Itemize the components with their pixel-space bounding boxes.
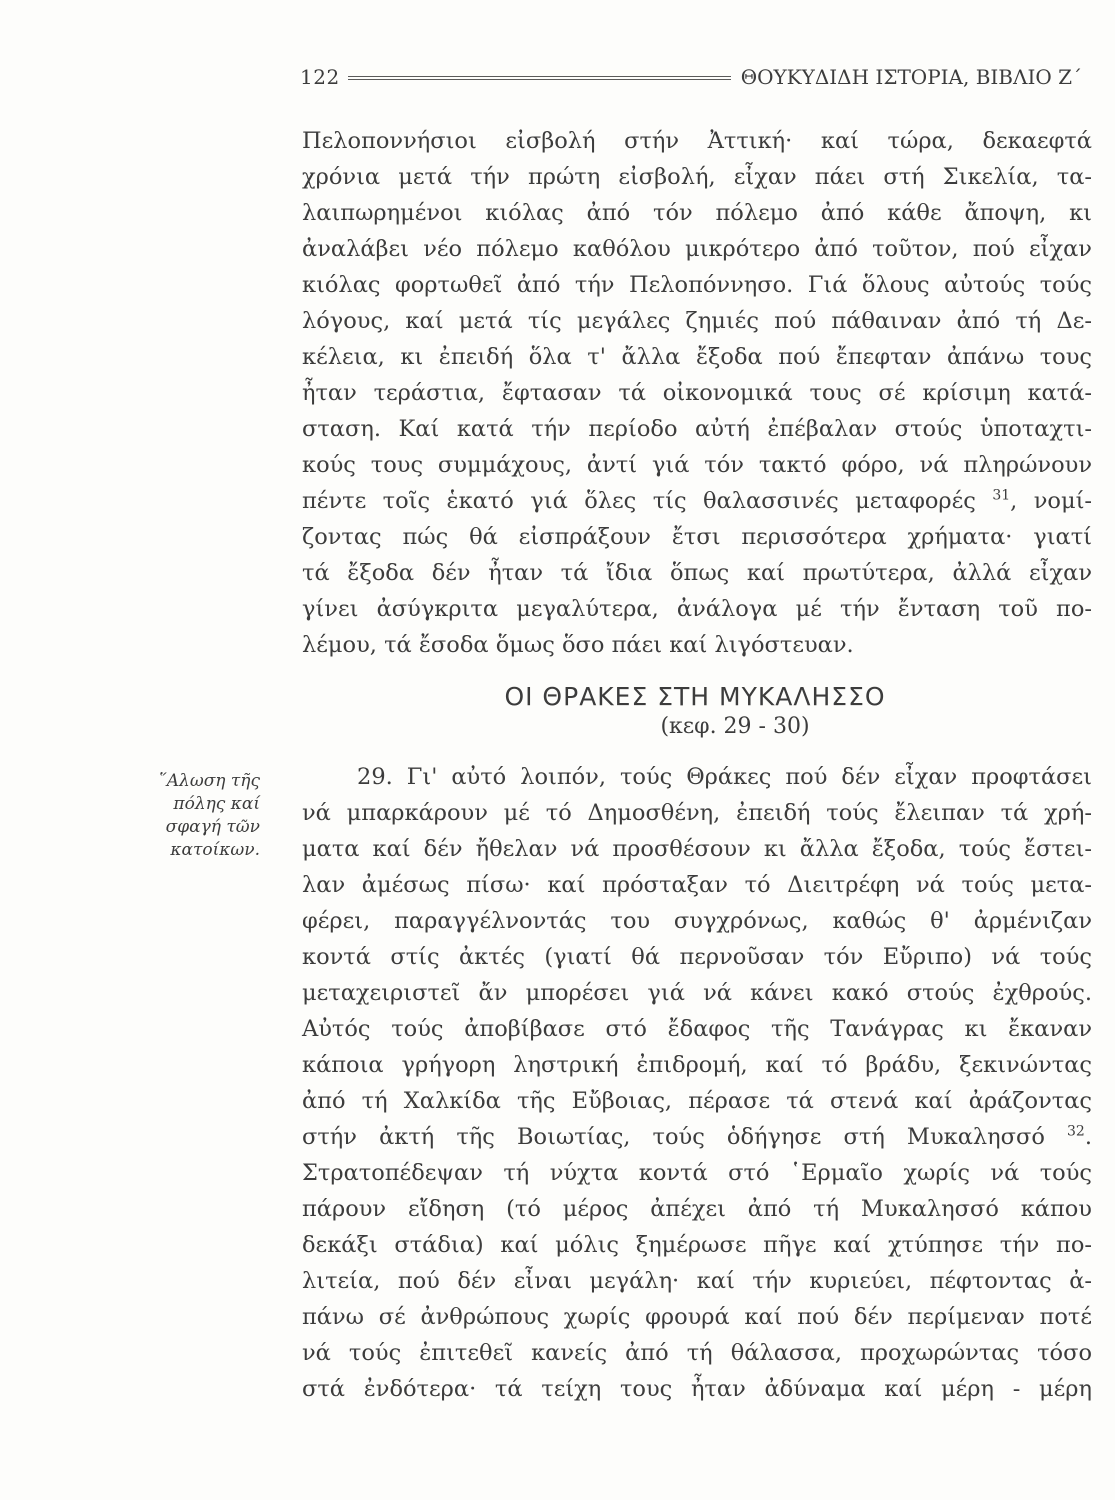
text-line: ματα καί δέν ἤθελαν νά προσθέσουν κι ἄλλα ἔξοδα, τούς ἔστει- xyxy=(302,836,1092,862)
text-fragment: , νομί- xyxy=(1010,488,1093,514)
text-fragment: πέντε τοῖς ἑκατό γιά ὅλες τίς θαλασσινές μεταφορές xyxy=(302,488,976,514)
text-line-footnote-32 xyxy=(302,1122,1092,1152)
text-line: λαν ἀμέσως πίσω· καί πρόσταξαν τό Διειτρέφη νά τούς μετα- xyxy=(302,872,1092,898)
footnote-marker-32: 32 xyxy=(1067,1123,1085,1140)
text-line: κάποια γρήγορη ληστρική ἐπιδρομή, καί τό βράδυ, ξεκινώντας xyxy=(302,1052,1092,1078)
text-line: γίνει ἀσύγκριτα μεγαλύτερα, ἀνάλογα μέ τήν ἔνταση τοῦ πο- xyxy=(302,596,1092,622)
text-line: λόγους, καί μετά τίς μεγάλες ζημιές πού πάθαιναν ἀπό τή Δε- xyxy=(302,308,1092,334)
section-subtitle: (κεφ. 29 - 30) xyxy=(660,714,810,739)
text-line: ἦταν τεράστια, ἔφτασαν τά οἰκονομικά τους σέ κρίσιμη κατά- xyxy=(302,380,1092,406)
page-number: 122 xyxy=(300,65,340,89)
margin-note xyxy=(110,770,260,862)
margin-note-line: σφαγή τῶν xyxy=(165,817,260,837)
text-line-chapter-29: 29. Γι' αὐτό λοιπόν, τούς Θράκες πού δέν εἶχαν προφτάσει xyxy=(357,764,1092,790)
text-line: ζοντας πώς θά εἰσπράξουν ἔτσι περισσότερα χρήματα· γιατί xyxy=(302,524,1092,550)
text-line: κοντά στίς ἀκτές (γιατί θά περνοῦσαν τόν Εὔριπο) νά τούς xyxy=(302,944,1092,970)
text-line: πάνω σέ ἀνθρώπους χωρίς φρουρά καί πού δέν περίμεναν ποτέ xyxy=(302,1304,1092,1330)
text-line: δεκάξι στάδια) καί μόλις ξημέρωσε πῆγε καί χτύπησε τήν πο- xyxy=(302,1232,1092,1258)
text-line: Πελοποννήσιοι εἰσβολή στήν Ἀττική· καί τώρα, δεκαεφτά xyxy=(302,128,1092,154)
text-line: λιτεία, πού δέν εἶναι μεγάλη· καί τήν κυριεύει, πέφτοντας ἀ- xyxy=(302,1268,1092,1294)
text-line: κούς τους συμμάχους, ἀντί γιά τόν τακτό φόρο, νά πληρώνουν xyxy=(302,452,1092,478)
text-line: κέλεια, κι ἐπειδή ὅλα τ' ἄλλα ἔξοδα πού ἔπεφταν ἀπάνω τους xyxy=(302,344,1092,370)
running-head: ΘΟΥΚΥΔΙΔΗ ΙΣΤΟΡΙΑ, ΒΙΒΛΙΟ Ζ΄ xyxy=(740,65,1082,89)
text-line: νά μπαρκάρουν μέ τό Δημοσθένη, ἐπειδή τούς ἔλειπαν τά χρή- xyxy=(302,800,1092,826)
text-line: μεταχειριστεῖ ἄν μπορέσει γιά νά κάνει κακό στούς ἐχθρούς. xyxy=(302,980,1092,1006)
text-fragment: . xyxy=(1084,1124,1092,1150)
text-line: τά ἔξοδα δέν ἦταν τά ἴδια ὅπως καί πρωτύτερα, ἀλλά εἶχαν xyxy=(302,560,1092,586)
page-header xyxy=(300,62,1082,92)
text-line: Αὐτός τούς ἀποβίβασε στό ἔδαφος τῆς Τανάγρας κι ἔκαναν xyxy=(302,1016,1092,1042)
text-line: σταση. Καί κατά τήν περίοδο αὐτή ἐπέβαλαν στούς ὑποταχτι- xyxy=(302,416,1092,442)
header-rule xyxy=(348,76,731,80)
text-line: ἀπό τή Χαλκίδα τῆς Εὔβοιας, πέρασε τά στενά καί ἀράζοντας xyxy=(302,1088,1092,1114)
text-line: νά τούς ἐπιτεθεῖ κανείς ἀπό τή θάλασσα, προχωρώντας τόσο xyxy=(302,1340,1092,1366)
text-line: φέρει, παραγγέλνοντάς του συγχρόνως, καθώς θ' ἀρμένιζαν xyxy=(302,908,1092,934)
text-line: Στρατοπέδεψαν τή νύχτα κοντά στό ῾Ερμαῖο χωρίς νά τούς xyxy=(302,1160,1092,1186)
text-line: πάρουν εἴδηση (τό μέρος ἀπέχει ἀπό τή Μυκαλησσό κάπου xyxy=(302,1196,1092,1222)
footnote-marker-31: 31 xyxy=(992,487,1011,504)
margin-note-line: κατοίκων. xyxy=(170,840,260,860)
text-line: λέμου, τά ἔσοδα ὅμως ὅσο πάει καί λιγόστευαν. xyxy=(302,632,854,658)
text-line: λαιπωρημένοι κιόλας ἀπό τόν πόλεμο ἀπό κάθε ἄποψη, κι xyxy=(302,200,1092,226)
margin-note-line: πόλης καί xyxy=(173,794,260,814)
section-title: ΟΙ ΘΡΑΚΕΣ ΣΤΗ ΜΥΚΑΛΗΣΣΟ xyxy=(504,682,886,711)
text-line: χρόνια μετά τήν πρώτη εἰσβολή, εἶχαν πάει στή Σικελία, τα- xyxy=(302,164,1092,190)
margin-note-line: ῞Αλωση τῆς xyxy=(158,771,260,791)
text-line-footnote-31 xyxy=(302,486,1092,516)
text-fragment: στήν ἀκτή τῆς Βοιωτίας, τούς ὁδήγησε στή Μυκαλησσό xyxy=(302,1124,1045,1150)
text-line: κιόλας φορτωθεῖ ἀπό τήν Πελοπόννησο. Γιά ὅλους αὐτούς τούς xyxy=(302,272,1092,298)
text-line: ἀναλάβει νέο πόλεμο καθόλου μικρότερο ἀπό τοῦτον, πού εἶχαν xyxy=(302,236,1092,262)
text-line: στά ἐνδότερα· τά τείχη τους ἦταν ἀδύναμα καί μέρη - μέρη xyxy=(302,1376,1092,1402)
